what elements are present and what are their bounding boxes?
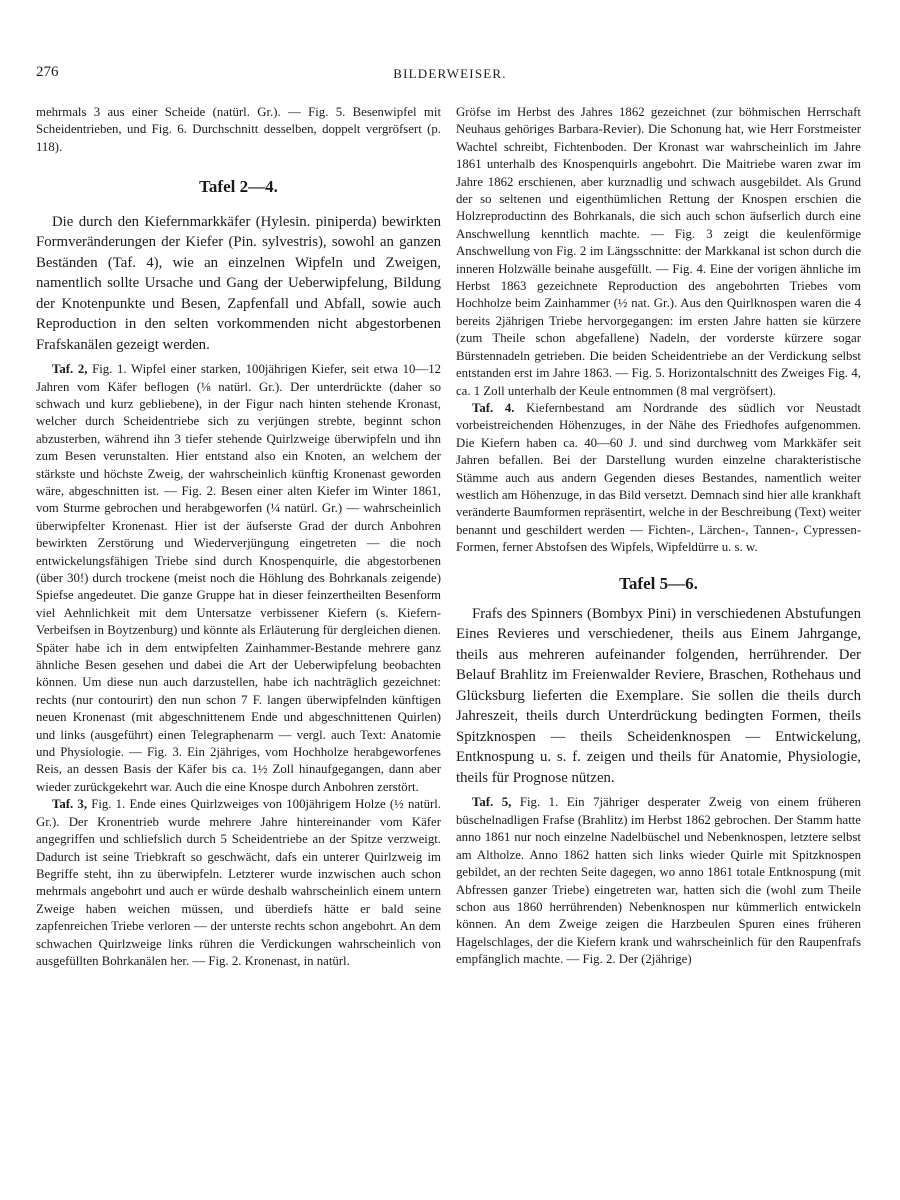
paragraph [36,796,441,970]
plate-label: Taf. 3, [52,797,88,812]
paragraph-text: Fig. 1. Ende eines Quirlzweiges von 100jährigem Holze (½ natürl. Gr.). Der Kronentrieb wurde mehrere Jahre hintereinander vom Käfer angegriffen und schliefslich durch 5 Scheidentriebe an der Spitze verzweigt. Dadurch ist seine Triebkraft so geschwächt, dafs ein unterer Quirlzweig im Begriffe steht, ihn zu überwipfeln. Letzterer wurde inzwischen auch schon mehrmals angebohrt und auch er würde deshalb wahrscheinlich einem untern Zweige haben weichen müssen, und überdiefs hätte er bald seine zapfenreichen Triebe verloren — der unterste rechts schon angebohrt. An dem schwachen Quirlzweige links rühren die Verdickungen wahrscheinlich von ausgefüllten Bohrkanälen her. — Fig. 2. Kronenast, in natürl. [36,797,441,968]
plate-label: Taf. 4. [472,400,515,415]
paragraph: Gröfse im Herbst des Jahres 1862 gezeichnet (zur böhmischen Herrschaft Neuhaus gehöriges Barbara-Revier). Die Schonung hat, wie Herr Forstmeister Wachtel schreibt, Fichtenboden. Der Kronast war wahrscheinlich im Jahre 1861 unterhalb des Knospenquirls angebohrt. Die Maitriebe waren zwar im Jahre 1862 erschienen, aber kurznadlig und schwach ausgebildet. Als Grund der so seltenen und eigenthümlichen Rettung der Knospen erschien die Holzreproductinn des Bohrkanals, die sich auch schon äufserlich durch eine Anschwellung kenntlich machte. — Fig. 3 zeigt die keulenförmige Anschwellung von Fig. 2 im Längsschnitte: der Markkanal ist schon durch die inneren Holzwälle beinahe ausgefüllt. — Fig. 4. Eine der vorigen ähnliche im Herbst 1863 gezeichnete Reproduction des angebohrten Triebes vom Hochholze beim Zainhammer (½ nat. Gr.). Aus den Quirlknospen waren die 4 bereits 2jährigen Triebe hervorgegangen: im ersten Jahre hatten sie kürzere (zum Theile schon abgefallene) Nadeln, der vorderste kürzere sogar Bürstennadeln getrieben. Die beiden Scheidentriebe an der Verdickung selbst entstanden erst im Jahre 1863. — Fig. 5. Horizontalschnitt des Zweiges Fig. 4, ca. 1 Zoll unterhalb der Keule entnommen (8 mal vergröfsert). [456,105,861,398]
left-column [36,104,441,970]
paragraph-text: Kiefernbestand am Nordrande des südlich vor Neustadt vorbeistreichenden Höhenzuges, in der Nähe des Friedhofes aufgenommen. Die Kiefern haben ca. 40—60 J. und sind durchweg vom Markkäfer seit Jahren befallen. Bei der Darstellung wurden einzelne charakteristische Stämme auch aus andern Gegenden dieses Bestandes, namentlich weiter westlich am Höhenzuge, in das Bild versetzt. Demnach sind hier alle krankhaft veränderte Baumformen repräsentirt, welche in der Beschreibung (Text) weiter benannt und geschildert werden — Fichten-, Lärchen-, Tannen-, Cypressen-Formen, ferner Abstofsen des Wipfels, Wipfeldürre u. s. w. [456,400,861,555]
paragraph: Frafs des Spinners (Bombyx Pini) in verschiedenen Abstufungen Eines Revieres und verschiedener, theils aus Einem Jahrgange, theils aus mehreren aufeinander folgenden, herrührender. Der Belauf Brahlitz im Freienwalder Reviere, Braschen, Rothehaus und Glücksburg lieferten die Exemplare. Sie sollen die theils durch Jahreszeit, theils durch Unterdrückung bedingten Formen, theils Spitzknospen — theils Scheidenknospen — Entwickelung, Entknospung u. s. f. zeigen und theils für Anatomie, Physiologie, theils für Prognose nützen. [456,605,861,786]
paragraph-text: Fig. 1. Wipfel einer starken, 100jährigen Kiefer, seit etwa 10—12 Jahren vom Käfer beflogen (⅛ natürl. Gr.). Der unterdrückte (daher so schwach und kurz gebliebene), in der Figur nach hinten stehende Kronast, welcher durch Scheidentriebe sich zu verjüngen strebte, beginnt schon abzusterben, während ihn 3 tiefer stehende Quirlzweige überwipfeln und ihn zum Besen verunstalten. Hier entstand also ein Knoten, an welchem der stärkste und höchste Zweig, der wahrscheinlich künftig Kronenast geworden wäre, abgeschnitten ist. — Fig. 2. Besen einer alten Kiefer im Winter 1861, vom Sturme gebrochen und herabgeworfen (¼ natürl. Gr.) — wahrscheinlich überwipfelter Kronenast. Hier ist der äufserste Grad der durch Anbohren bewirkten Zerstörung und Wiederverjüngung eingetreten — die noch entwickelungsfähigen Triebe sind durch Knospenquirle, die abgestorbenen (über 30!) durch trockene (meist noch die Höhlung des Bohrkanals zeigende) Spiefse angedeutet. Die ganze Gruppe hat in dieser feinzertheilten Besenform viel Aehnlichkeit mit dem Untersatze verbissener Kiefern (s. Kiefern-Verbeifsen in Boytzenburg) und könnte als Erläuterung für dergleichen dienen. Später habe ich in dem entwipfelten Zainhammer-Bestande mehrere ganz ähnliche Besen gesehen und dabei die Art der Ueberwipfelung beobachten können. Um diese nun auch darzustellen, habe ich nachträglich gezeichnet: rechts (nur contourirt) den nun schon 7 F. langen überwipfelnden künftigen neuen Kronenast (mit abgeschnittenem Ende und abgeschnittenen Quirlen) und links (ausgeführt) einen Telegraphenarm — vergl. auch Text: Anatomie und Physiologie. — Fig. 3. Ein 2jähriges, vom Hochholze herabgeworfenes Reis, an dessen Basis der Käfer bis ca. 1½ Zoll hinaufgegangen, dann aber wieder zurückgekehrt war. Auch die eine Knospe durch Anbohren zerstört. [36,362,441,794]
right-column [456,104,861,969]
page-number: 276 [36,64,59,80]
paragraph: Die durch den Kiefernmarkkäfer (Hylesin. piniperda) bewirkten Formveränderungen der Kiefer (Pin. sylvestris), sowohl an ganzen Beständen (Taf. 4), wie an einzelnen Wipfeln und Zweigen, namentlich sollte Ursache und Gang der Ueberwipfelung, Bildung der Knotenpunkte und Besen, Zapfenfall und Abfall, sowie auch Reproduction in den selten vorkommenden nicht abgestorbenen Frafskanälen gezeigt werden. [36,213,441,353]
paragraph: mehrmals 3 aus einer Scheide (natürl. Gr.). — Fig. 5. Besenwipfel mit Scheidentrieben, und Fig. 6. Durchschnitt desselben, doppelt vergröfsert (p. 118). [36,105,441,154]
paragraph-text: Fig. 1. Ein 7jähriger desperater Zweig von einem früheren büschelnadligen Frafse (Brahlitz) im Herbst 1862 gebrochen. Der Stamm hatte anno 1861 nur noch einzelne Nadelbüschel und Nebenknospen, letztere selbst am Altholze. Anno 1862 hatten sich links wieder Quirle mit Spitzknospen gebildet, an der rechten Seite dagegen, wo anno 1861 totale Entknospung (mit Abfressen ganzer Triebe) eingetreten war, hatten sich die (wohl zum Theile schon aus 1860 herrührenden) Nebenknospen nur kümmerlich entwickeln können. An dem Zweige zeigen die Harzbeulen Spuren eines früheren Hagelschlages, der die Kiefern krank und wahrscheinlich für den Raupenfrafs empfänglich machte. — Fig. 2. Der (2jährige) [456,795,861,967]
plate-label: Taf. 5, [472,795,512,810]
paragraph [456,794,861,968]
section-heading: Tafel 2—4. [199,177,278,197]
paragraph [36,361,441,796]
section-heading: Tafel 5—6. [619,573,698,593]
paragraph [456,400,861,557]
running-title: BILDERWEISER. [393,66,507,81]
plate-label: Taf. 2, [52,362,88,377]
